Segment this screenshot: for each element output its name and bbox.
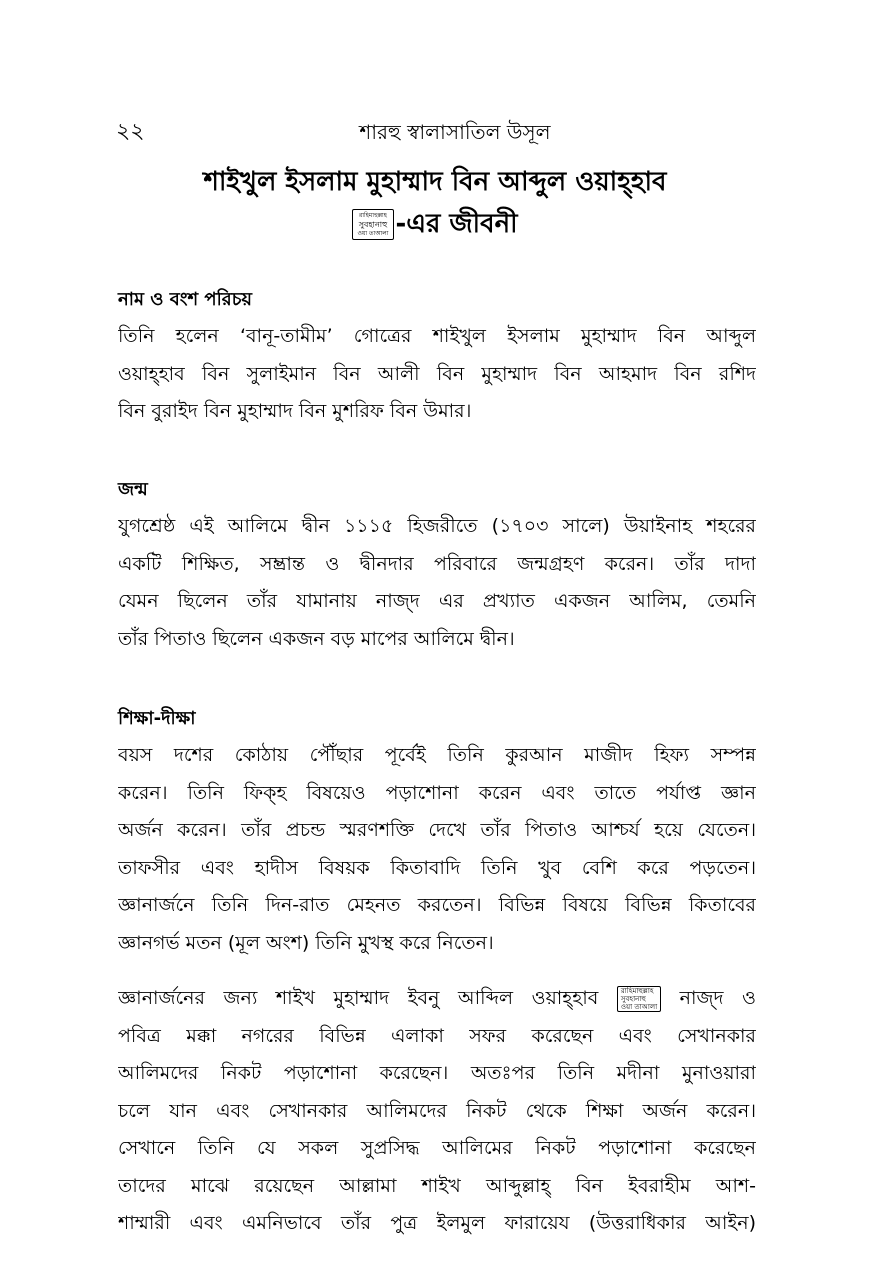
section-heading-lineage: নাম ও বংশ পরিচয় [118,289,253,310]
chapter-title: শাইখুল ইসলাম মুহাম্মাদ বিন আব্দুল ওয়াহ্হাব [203,167,667,197]
travels-first-line: জ্ঞানার্জনের জন্য শাইখ মুহাম্মাদ ইবনু আব্দিল ওয়াহ্হাব রাহিমাহুল্লাহ সুবহানাহু ওয়া তাআলা নাজ্দ ও [118,986,756,1011]
running-header: শারহু স্বালাসাতিল উসূল [359,120,551,144]
section-heading-education: শিক্ষা-দীক্ষা [118,708,196,729]
honorific-seal-inline: রাহিমাহুল্লাহ সুবহানাহু ওয়া তাআলা [617,986,661,1012]
chapter-title-suffix: -এর জীবনী [395,209,518,239]
paragraph-education: বয়স দশের কোঠায় পৌঁছার পূর্বেই তিনি কুরআন মাজীদ হিফ্য সম্পন্ন করেন। তিনি ফিক্হ বিষয়েও পড়াশোনা করেন এবং তাতে পর্যাপ্ত জ্ঞান অর্জন করেন। তাঁর প্রচন্ড স্মরণশক্তি দেখে তাঁর পিতাও আশ্চর্য হয়ে যেতেন। তাফসীর এবং হাদীস বিষয়ক কিতাবাদি তিনি খুব বেশি করে পড়তেন। জ্ঞানার্জনে তিনি দিন-রাত মেহনত করতেন। বিভিন্ন বিষয়ে বিভিন্ন কিতাবের জ্ঞানগর্ভ মতন (মূল অংশ) তিনি মুখস্থ করে নিতেন। [118,744,756,954]
paragraph-lineage: তিনি হলেন ‘বানূ-তামীম’ গোত্রের শাইখুল ইসলাম মুহাম্মাদ বিন আব্দুল ওয়াহ্হাব বিন সুলাইমান বিন আলী বিন মুহাম্মাদ বিন আহমাদ বিন রশিদ বিন বুরাইদ বিন মুহাম্মাদ বিন মুশরিফ বিন উমার। [118,325,756,422]
paragraph-birth: যুগশ্রেষ্ঠ এই আলিমে দ্বীন ১১১৫ হিজরীতে (১৭০৩ সালে) উয়াইনাহ শহরের একটি শিক্ষিত, সম্ভ্রান্ত ও দ্বীনদার পরিবারে জন্মগ্রহণ করেন। তাঁর দাদা যেমন ছিলেন তাঁর যামানায় নাজ্দ এর প্রখ্যাত একজন আলিম, তেমনি তাঁর পিতাও ছিলেন একজন বড় মাপের আলিমে দ্বীন। [118,515,756,650]
section-heading-birth: জন্ম [118,479,148,500]
paragraph-travels: জ্ঞানার্জনের জন্য শাইখ মুহাম্মাদ ইবনু আব্দিল ওয়াহ্হাব রাহিমাহুল্লাহ সুবহানাহু ওয়া তাআলা নাজ্দ ও পবিত্র মক্কা নগরের বিভিন্ন এলাকা সফর করেছেন এবং সেখানকার আলিমদের নিকট পড়াশোনা করেছেন। অতঃপর তিনি মদীনা মুনাওয়ারা চলে যান এবং সেখানকার আলিমদের নিকট থেকে শিক্ষা অর্জন করেন। সেখানে তিনি যে সকল সুপ্রসিদ্ধ আলিমের নিকট পড়াশোনা করেছেন তাদের মাঝে রয়েছেন আল্লামা শাইখ আব্দুল্লাহ্ বিন ইবরাহীম আশ- শাম্মারী এবং এমনিভাবে তাঁর পুত্র ইলমুল ফারায়েয (উত্তরাধিকার আইন) [118,980,756,1243]
page-number: ২২ [116,119,145,144]
honorific-seal: রাহিমাহুল্লাহ সুবহানাহু ওয়া তাআলা [352,209,393,240]
chapter-title-line2 [0,204,870,244]
